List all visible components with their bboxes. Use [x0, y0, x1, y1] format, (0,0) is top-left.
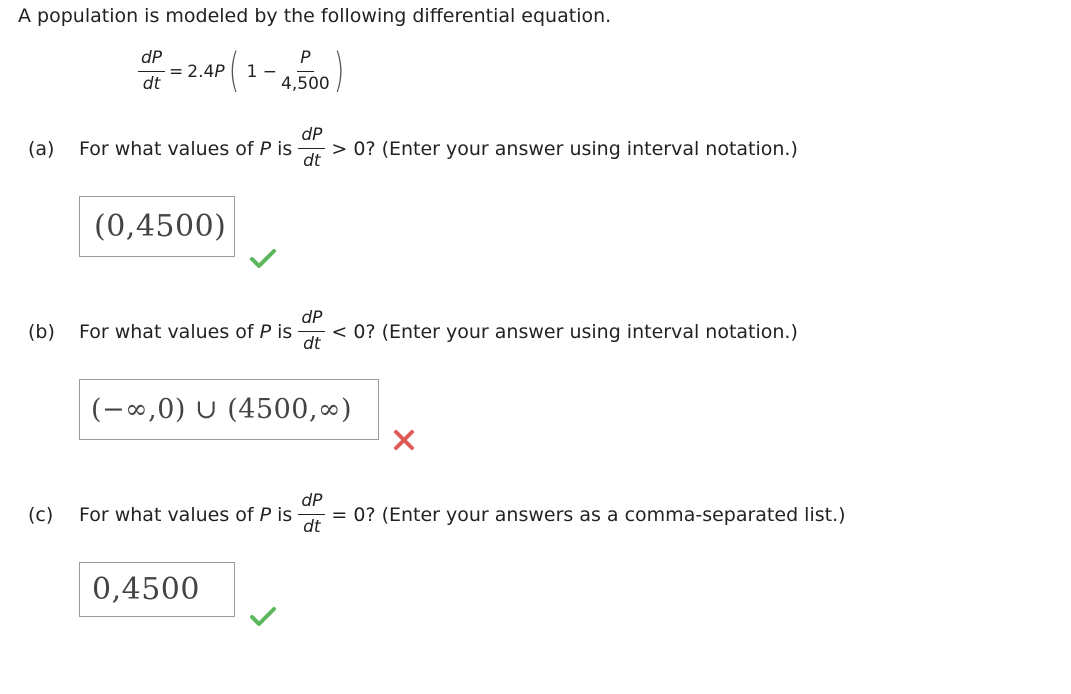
answer-input-c[interactable]: 0,4500 — [79, 562, 235, 617]
question-prefix: For what values of — [79, 320, 254, 343]
fraction-numerator: dP — [298, 310, 325, 332]
question-label: (b) — [28, 320, 55, 343]
answer-input-b[interactable]: (−∞,0) ∪ (4500,∞) — [79, 379, 379, 440]
question-c — [28, 493, 846, 536]
differential-equation — [138, 42, 348, 97]
question-label: (c) — [28, 503, 54, 526]
rhs-numerator: P — [297, 50, 313, 72]
question-var: P — [259, 503, 272, 526]
lhs-fraction — [138, 50, 165, 93]
fraction-denominator: dt — [303, 334, 321, 354]
lhs-denominator: dt — [142, 74, 161, 94]
fraction-denominator: dt — [303, 517, 321, 537]
question-var: P — [259, 320, 272, 343]
question-var: P — [259, 137, 272, 160]
answer-input-a[interactable]: (0,4500) — [79, 196, 235, 257]
left-paren: ( — [228, 42, 239, 97]
check-icon — [250, 605, 276, 629]
question-prefix: For what values of — [79, 503, 254, 526]
question-suffix: = 0? (Enter your answers as a comma-separated list.) — [331, 503, 846, 526]
rhs-fraction — [281, 50, 330, 93]
question-fraction — [298, 310, 325, 353]
question-suffix: > 0? (Enter your answer using interval notation.) — [331, 137, 798, 160]
right-paren: ) — [333, 42, 345, 97]
fraction-denominator: dt — [303, 151, 321, 171]
cross-icon — [392, 428, 416, 452]
one-minus: 1 − — [246, 61, 278, 82]
question-a — [28, 127, 798, 170]
problem-intro: A population is modeled by the following differential equation. — [18, 5, 612, 27]
question-is: is — [277, 137, 293, 160]
question-fraction — [298, 127, 325, 170]
question-b — [28, 310, 798, 353]
rhs-denominator: 4,500 — [281, 74, 330, 94]
fraction-numerator: dP — [298, 127, 325, 149]
lhs-numerator: dP — [138, 50, 165, 72]
question-is: is — [277, 320, 293, 343]
question-is: is — [277, 503, 293, 526]
variable-p: P — [214, 61, 225, 82]
fraction-numerator: dP — [298, 493, 325, 515]
question-suffix: < 0? (Enter your answer using interval notation.) — [331, 320, 798, 343]
question-prefix: For what values of — [79, 137, 254, 160]
equals-sign: = — [169, 61, 184, 82]
coefficient: 2.4 — [187, 61, 215, 82]
question-label: (a) — [28, 137, 55, 160]
check-icon — [250, 247, 276, 271]
question-fraction — [298, 493, 325, 536]
